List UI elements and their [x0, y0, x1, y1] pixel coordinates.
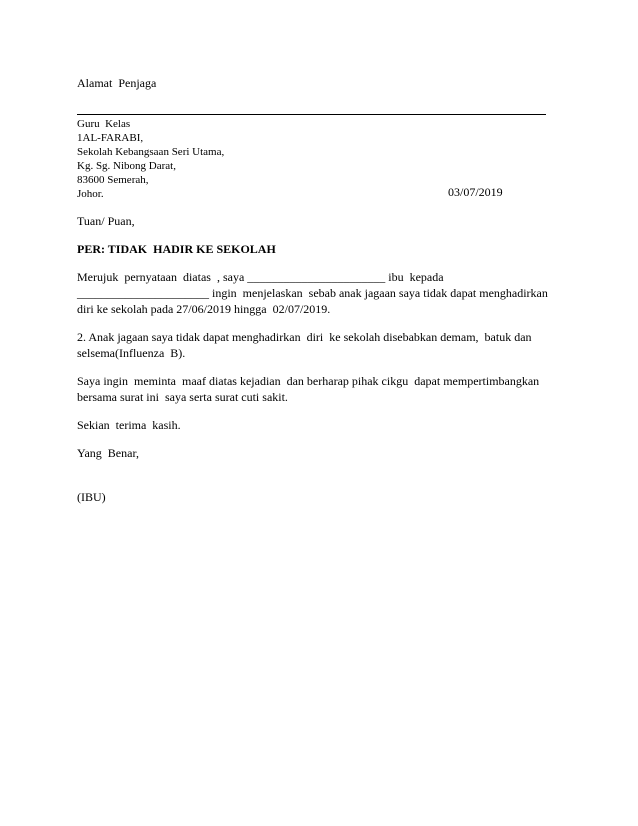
recipient-line-1: Guru Kelas — [77, 118, 131, 130]
address-rule — [77, 114, 546, 115]
closing-line: Yang Benar, — [77, 446, 139, 460]
sender-address-label: Alamat Penjaga — [77, 76, 157, 90]
recipient-line-3: Sekolah Kebangsaan Seri Utama, — [77, 146, 225, 158]
subject-line: PER: TIDAK HADIR KE SEKOLAH — [77, 242, 276, 256]
recipient-line-4: Kg. Sg. Nibong Darat, — [77, 160, 176, 172]
recipient-line-2: 1AL-FARABI, — [77, 132, 144, 144]
signatory: (IBU) — [77, 490, 106, 504]
para3-line-1: Saya ingin meminta maaf diatas kejadian dan berharap pihak cikgu dapat mempertimbangkan — [77, 374, 540, 388]
recipient-line-5: 83600 Semerah, — [77, 174, 149, 186]
para1-line-1: Merujuk pernyataan diatas , saya _______________________ ibu kepada — [77, 270, 444, 284]
letter-date: 03/07/2019 — [448, 185, 503, 199]
para1-line-2: ______________________ ingin menjelaskan sebab anak jagaan saya tidak dapat menghadirkan — [77, 286, 548, 300]
salutation: Tuan/ Puan, — [77, 214, 135, 228]
para1-line-3: diri ke sekolah pada 27/06/2019 hingga 02/07/2019. — [77, 302, 331, 316]
thanks-line: Sekian terima kasih. — [77, 418, 181, 432]
para2-line-1: 2. Anak jagaan saya tidak dapat menghadirkan diri ke sekolah disebabkan demam, batuk dan — [77, 330, 532, 344]
para2-line-2: selsema(Influenza B). — [77, 346, 186, 360]
recipient-line-6: Johor. — [77, 188, 104, 200]
para3-line-2: bersama surat ini saya serta surat cuti sakit. — [77, 390, 288, 404]
